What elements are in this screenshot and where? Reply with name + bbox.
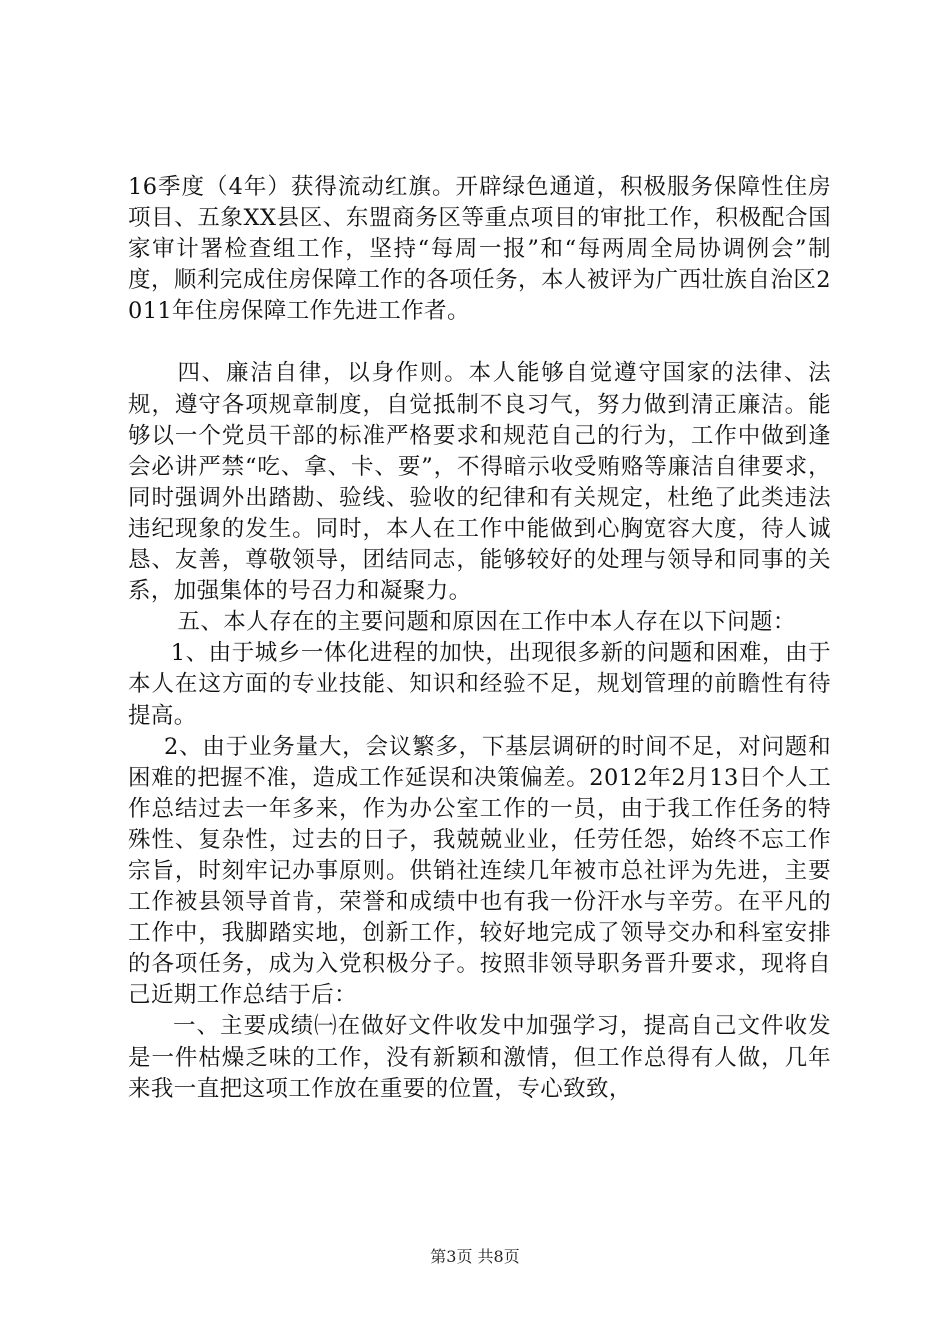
document-body xyxy=(128,172,831,1105)
paragraph-integrity: 四、廉洁自律，以身作则。本人能够自觉遵守国家的法律、法规，遵守各项规章制度，自觉抵制不良习气，努力做到清正廉洁。能够以一个党员干部的标准严格要求和规范自己的行为，工作中做到逢会必讲严禁“吃、拿、卡、要”，不得暗示收受贿赂等廉洁自律要求，同时强调外出踏勘、验线、验收的纪律和有关规定，杜绝了此类违法违纪现象的发生。同时，本人在工作中能做到心胸宽容大度，待人诚恳、友善，尊敬领导，团结同志，能够较好的处理与领导和同事的关系，加强集体的号召力和凝聚力。 xyxy=(128,360,831,605)
paragraph-housing-summary: 16季度（4年）获得流动红旗。开辟绿色通道，积极服务保障性住房项目、五象XX县区、东盟商务区等重点项目的审批工作，积极配合国家审计署检查组工作，坚持“每周一报”和“每两周全局协调例会”制度，顺利完成住房保障工作的各项任务，本人被评为广西壮族自治区2011年住房保障工作先进工作者。 xyxy=(128,174,831,325)
paragraph-problem-1: 1、由于城乡一体化进程的加快，出现很多新的问题和困难，由于本人在这方面的专业技能、知识和经验不足，规划管理的前瞻性有待提高。 xyxy=(128,640,831,729)
paragraph-problem-2: 2、由于业务量大，会议繁多，下基层调研的时间不足，对问题和困难的把握不准，造成工作延误和决策偏差。2012年2月13日个人工作总结过去一年多来，作为办公室工作的一员，由于我工作任务的特殊性、复杂性，过去的日子，我兢兢业业，任劳任怨，始终不忘工作宗旨，时刻牢记办事原则。供销社连续几年被市总社评为先进，主要工作被县领导首肯，荣誉和成绩中也有我一份汗水与辛劳。在平凡的工作中，我脚踏实地，创新工作，较好地完成了领导交办和科室安排的各项任务，成为入党积极分子。按照非领导职务晋升要求，现将自己近期工作总结于后： xyxy=(128,733,831,1009)
paragraph-achievements: 一、主要成绩㈠在做好文件收发中加强学习，提高自己文件收发是一件枯燥乏味的工作，没有新颖和激情，但工作总得有人做，几年来我一直把这项工作放在重要的位置，专心致致， xyxy=(128,1013,831,1102)
paragraph-problems-heading: 五、本人存在的主要问题和原因在工作中本人存在以下问题： xyxy=(177,609,796,636)
page-number-footer: 第3页 共8页 xyxy=(430,1247,520,1266)
